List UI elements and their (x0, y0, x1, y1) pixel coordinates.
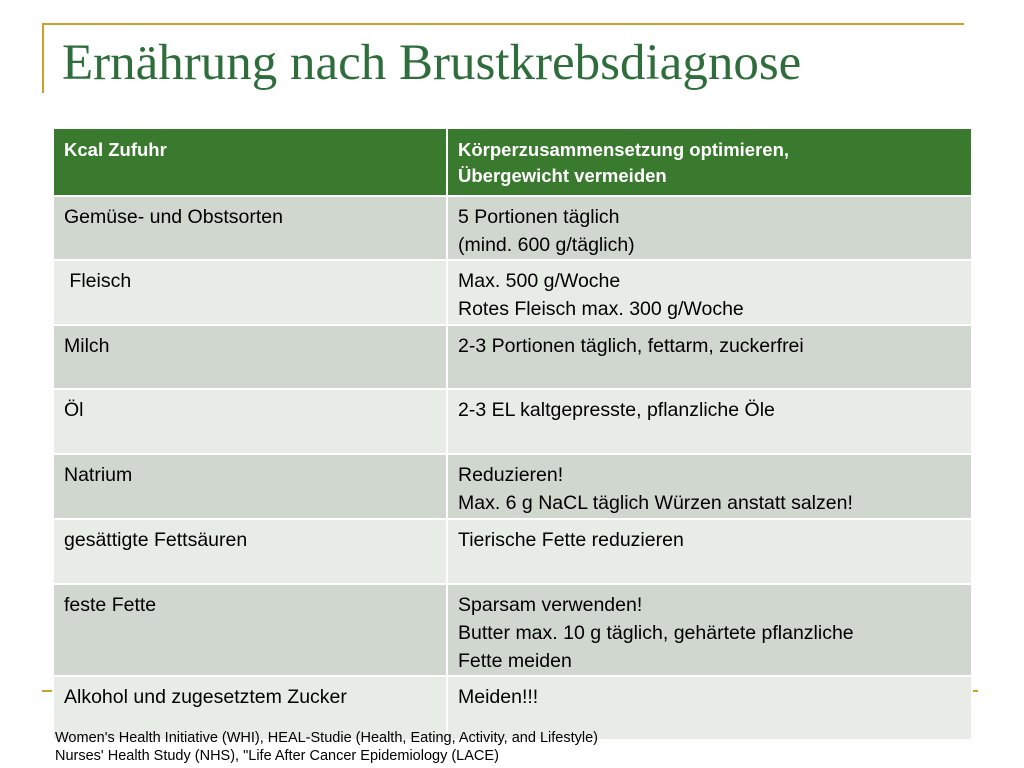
table-row (53, 454, 972, 519)
table-row (53, 389, 972, 454)
row-value: Meiden!!! (447, 676, 972, 740)
footnote-line: Women's Health Initiative (WHI), HEAL-Studie (Health, Eating, Activity, and Lifestyle) (55, 730, 598, 746)
row-value: Sparsam verwenden! Butter max. 10 g täglich, gehärtete pflanzliche Fette meiden (447, 584, 972, 676)
header-cell-category: Kcal Zufuhr (53, 128, 447, 196)
header-cell-recommendation: Körperzusammensetzung optimieren, Übergewicht vermeiden (447, 128, 972, 196)
row-label: gesättigte Fettsäuren (53, 519, 447, 584)
row-label: Gemüse- und Obstsorten (53, 196, 447, 260)
slide-title: Ernährung nach Brustkrebsdiagnose (62, 35, 802, 91)
row-value: 2-3 EL kaltgepresste, pflanzliche Öle (447, 389, 972, 454)
row-label: Alkohol und zugesetztem Zucker (53, 676, 447, 740)
row-label: Milch (53, 325, 447, 389)
table-header-row (53, 128, 972, 196)
row-value: 5 Portionen täglich (mind. 600 g/täglich) (447, 196, 972, 260)
frame-left-line (42, 23, 44, 93)
table-row (53, 584, 972, 676)
row-value: Reduzieren! Max. 6 g NaCL täglich Würzen anstatt salzen! (447, 454, 972, 519)
row-value: Tierische Fette reduzieren (447, 519, 972, 584)
table-row (53, 260, 972, 325)
table-row (53, 519, 972, 584)
table-row (53, 196, 972, 260)
source-footnote (55, 729, 598, 765)
table-row (53, 325, 972, 389)
row-label: Fleisch (53, 260, 447, 325)
row-label: Natrium (53, 454, 447, 519)
row-value: Max. 500 g/Woche Rotes Fleisch max. 300 g/Woche (447, 260, 972, 325)
row-value: 2-3 Portionen täglich, fettarm, zuckerfrei (447, 325, 972, 389)
footnote-line: Nurses' Health Study (NHS), "Life After Cancer Epidemiology (LACE) (55, 748, 499, 764)
row-label: feste Fette (53, 584, 447, 676)
row-label: Öl (53, 389, 447, 454)
nutrition-table (52, 127, 973, 741)
frame-top-line (42, 23, 964, 25)
